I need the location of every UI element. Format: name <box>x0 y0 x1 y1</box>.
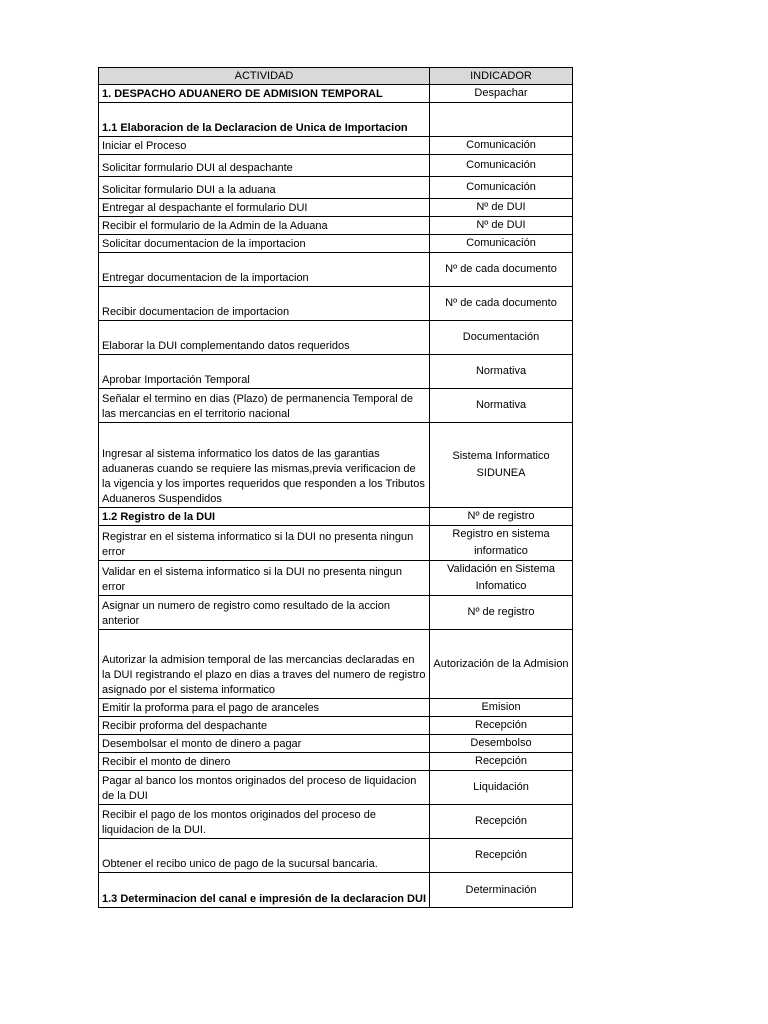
indicator-cell: Nº de registro <box>430 508 573 526</box>
indicator-cell: Documentación <box>430 321 573 355</box>
activity-cell: Autorizar la admision temporal de las mercancias declaradas en la DUI registrando el plazo en dias a traves del numero de registro asignado por el sistema informatico <box>99 630 430 699</box>
indicator-cell: Determinación <box>430 873 573 908</box>
activity-cell: Registrar en el sistema informatico si la DUI no presenta ningun error <box>99 526 430 561</box>
indicator-cell: Normativa <box>430 355 573 389</box>
activity-cell: Desembolsar el monto de dinero a pagar <box>99 735 430 753</box>
activity-cell: Recibir el monto de dinero <box>99 753 430 771</box>
indicator-cell <box>430 103 573 137</box>
indicator-cell: Recepción <box>430 717 573 735</box>
table-row <box>99 699 573 717</box>
indicator-cell: Validación en Sistema Infomatico <box>430 561 573 596</box>
activity-cell: Iniciar el Proceso <box>99 137 430 155</box>
table-row <box>99 630 573 699</box>
indicator-cell: Recepción <box>430 753 573 771</box>
table-row <box>99 753 573 771</box>
table-body <box>99 85 573 908</box>
table-row <box>99 423 573 508</box>
activity-cell: Aprobar Importación Temporal <box>99 355 430 389</box>
header-row <box>99 68 573 85</box>
activity-cell: 1.1 Elaboracion de la Declaracion de Unica de Importacion <box>99 103 430 137</box>
activity-cell: 1.2 Registro de la DUI <box>99 508 430 526</box>
indicator-cell: Liquidación <box>430 771 573 805</box>
indicator-cell: Emision <box>430 699 573 717</box>
table-row <box>99 805 573 839</box>
table-row <box>99 199 573 217</box>
activity-cell: Solicitar documentacion de la importacion <box>99 235 430 253</box>
indicator-cell: Registro en sistema informatico <box>430 526 573 561</box>
indicator-cell: Comunicación <box>430 235 573 253</box>
table-row <box>99 839 573 873</box>
activity-cell: Solicitar formulario DUI a la aduana <box>99 177 430 199</box>
section-row <box>99 103 573 137</box>
table-row <box>99 217 573 235</box>
activity-cell: Recibir proforma del despachante <box>99 717 430 735</box>
indicator-cell: Comunicación <box>430 177 573 199</box>
table-row <box>99 561 573 596</box>
table-row <box>99 177 573 199</box>
table-row <box>99 253 573 287</box>
activity-cell: Recibir el formulario de la Admin de la Aduana <box>99 217 430 235</box>
indicator-cell: Sistema Informatico SIDUNEA <box>430 423 573 508</box>
indicator-cell: Desembolso <box>430 735 573 753</box>
indicator-cell: Nº de DUI <box>430 199 573 217</box>
header-actividad: ACTIVIDAD <box>99 68 430 85</box>
activity-cell: Asignar un numero de registro como resultado de la accion anterior <box>99 596 430 630</box>
activity-cell: Ingresar al sistema informatico los datos de las garantias aduaneras cuando se requiere las mismas,previa verificacion de la vigencia y los importes requeridos que responden a los Tributos Aduaneros Suspendidos <box>99 423 430 508</box>
indicator-cell: Comunicación <box>430 155 573 177</box>
header-indicador: INDICADOR <box>430 68 573 85</box>
table-row <box>99 287 573 321</box>
indicator-cell: Despachar <box>430 85 573 103</box>
indicator-cell: Nº de DUI <box>430 217 573 235</box>
activity-indicator-table <box>98 67 573 908</box>
indicator-cell: Nº de cada documento <box>430 253 573 287</box>
indicator-cell: Comunicación <box>430 137 573 155</box>
table-row <box>99 321 573 355</box>
section-row <box>99 508 573 526</box>
activity-cell: 1. DESPACHO ADUANERO DE ADMISION TEMPORAL <box>99 85 430 103</box>
table-row <box>99 596 573 630</box>
table-row <box>99 235 573 253</box>
activity-cell: Señalar el termino en dias (Plazo) de permanencia Temporal de las mercancias en el territorio nacional <box>99 389 430 423</box>
activity-cell: Entregar al despachante el formulario DUI <box>99 199 430 217</box>
section-row <box>99 85 573 103</box>
activity-cell: 1.3 Determinacion del canal e impresión de la declaracion DUI <box>99 873 430 908</box>
table-row <box>99 735 573 753</box>
activity-cell: Pagar al banco los montos originados del proceso de liquidacion de la DUI <box>99 771 430 805</box>
indicator-cell: Recepción <box>430 839 573 873</box>
activity-cell: Recibir el pago de los montos originados del proceso de liquidacion de la DUI. <box>99 805 430 839</box>
table-row <box>99 526 573 561</box>
indicator-cell: Recepción <box>430 805 573 839</box>
indicator-cell: Nº de cada documento <box>430 287 573 321</box>
table-row <box>99 137 573 155</box>
activity-cell: Solicitar formulario DUI al despachante <box>99 155 430 177</box>
activity-cell: Emitir la proforma para el pago de aranceles <box>99 699 430 717</box>
table-row <box>99 771 573 805</box>
table-row <box>99 355 573 389</box>
activity-cell: Entregar documentacion de la importacion <box>99 253 430 287</box>
table-row <box>99 155 573 177</box>
section-row <box>99 873 573 908</box>
activity-cell: Recibir documentacion de importacion <box>99 287 430 321</box>
activity-cell: Elaborar la DUI complementando datos requeridos <box>99 321 430 355</box>
table-row <box>99 389 573 423</box>
indicator-cell: Autorización de la Admision <box>430 630 573 699</box>
indicator-cell: Nº de registro <box>430 596 573 630</box>
activity-cell: Validar en el sistema informatico si la DUI no presenta ningun error <box>99 561 430 596</box>
table-row <box>99 717 573 735</box>
activity-cell: Obtener el recibo unico de pago de la sucursal bancaria. <box>99 839 430 873</box>
indicator-cell: Normativa <box>430 389 573 423</box>
